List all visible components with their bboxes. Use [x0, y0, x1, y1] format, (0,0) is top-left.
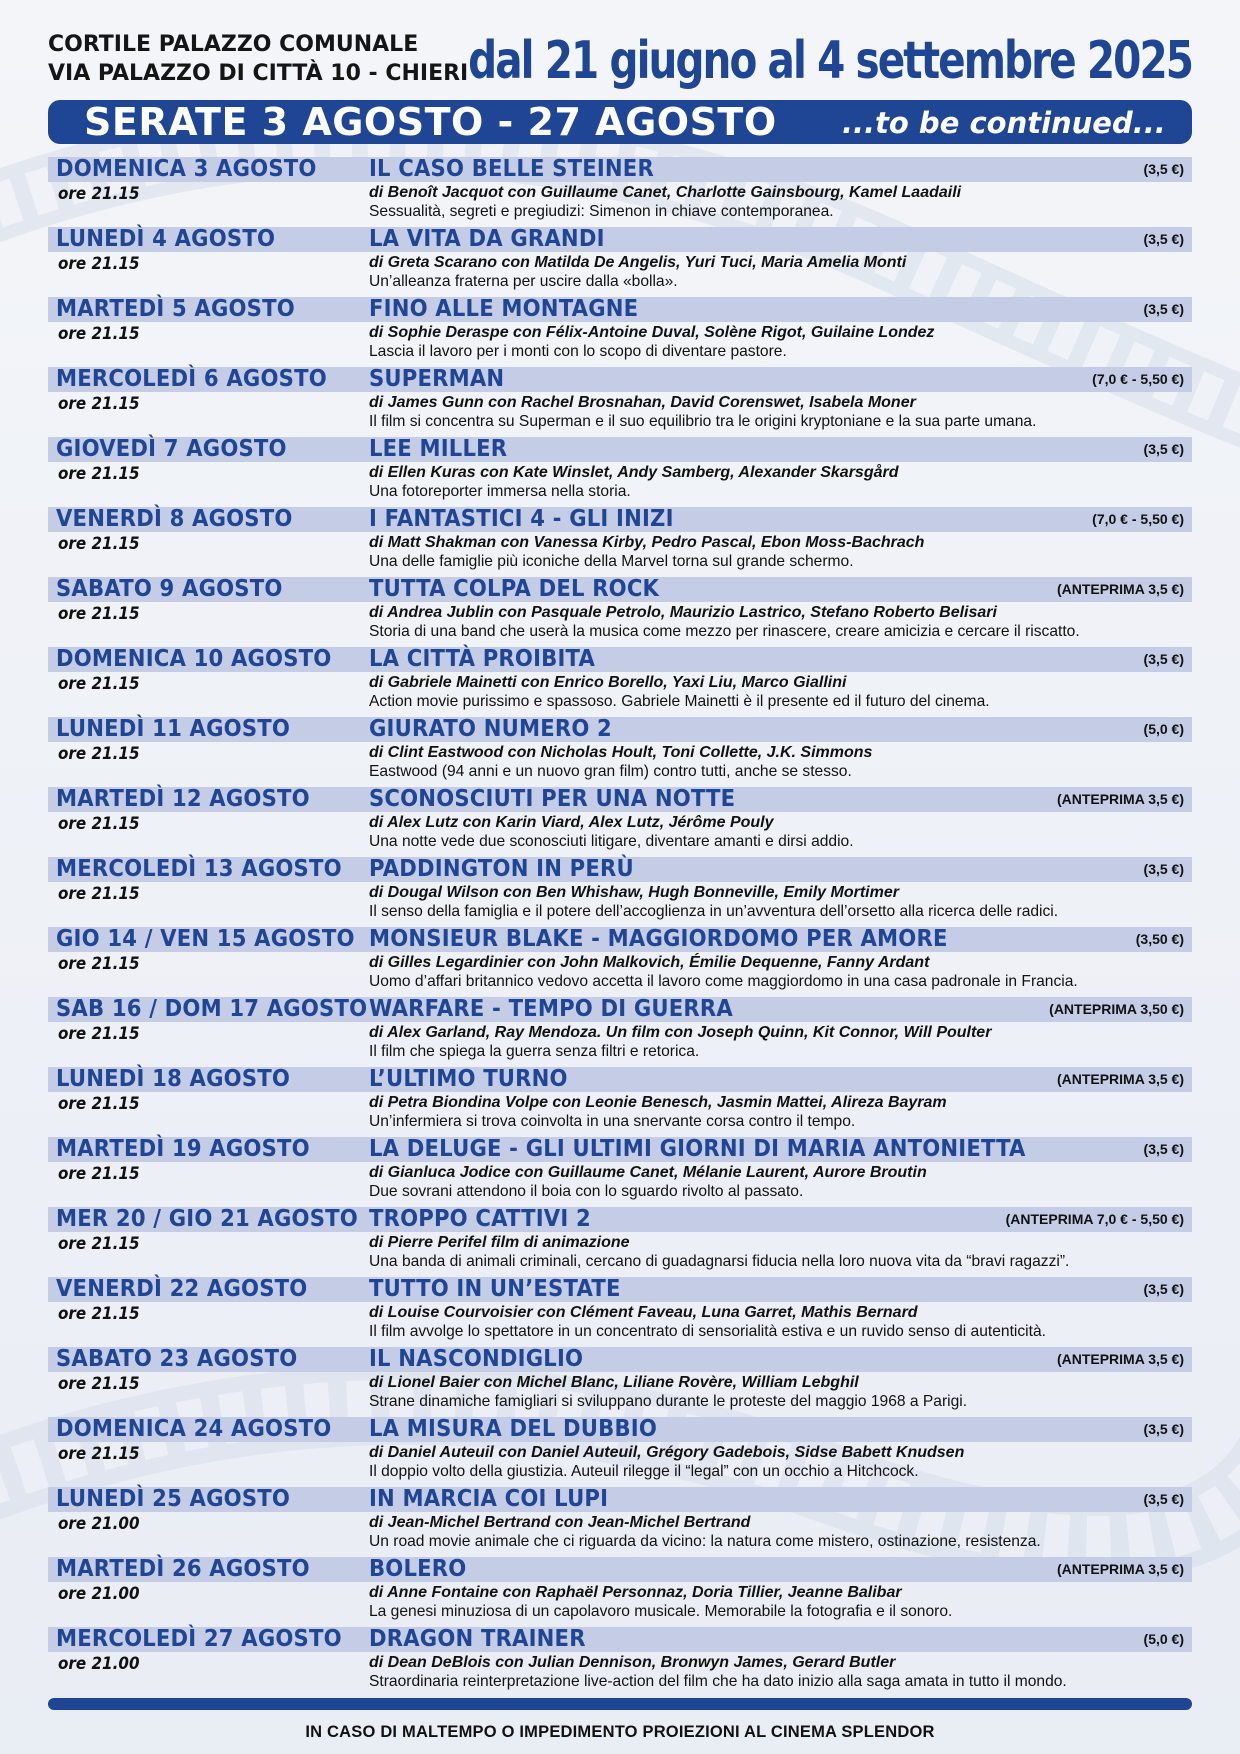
- screening-time: ore 21.15: [58, 464, 140, 483]
- ticket-price: (3,5 €): [1143, 861, 1184, 877]
- screening-entry: [48, 1627, 1192, 1697]
- screening-day: MARTEDÌ 5 AGOSTO: [56, 296, 295, 322]
- screening-time: ore 21.15: [58, 1374, 140, 1393]
- film-title: LEE MILLER: [369, 436, 508, 462]
- film-description: Sessualità, segreti e pregiudizi: Simenon in chiave contemporanea.: [369, 203, 834, 220]
- screening-time: ore 21.15: [58, 324, 140, 343]
- screening-entry: [48, 647, 1192, 717]
- weather-notice: IN CASO DI MALTEMPO O IMPEDIMENTO PROIEZIONI AL CINEMA SPLENDOR: [305, 1723, 935, 1741]
- ticket-price: (5,0 €): [1143, 1631, 1184, 1647]
- film-credits: di Clint Eastwood con Nicholas Hoult, Toni Collette, J.K. Simmons: [369, 744, 873, 761]
- film-title: IN MARCIA COI LUPI: [369, 1486, 609, 1512]
- film-credits: di Alex Garland, Ray Mendoza. Un film con Joseph Quinn, Kit Connor, Will Poulter: [369, 1024, 992, 1041]
- banner-subtitle: ...to be continued...: [842, 106, 1166, 140]
- film-credits: di Anne Fontaine con Raphaël Personnaz, Doria Tillier, Jeanne Balibar: [369, 1584, 902, 1601]
- film-credits: di Alex Lutz con Karin Viard, Alex Lutz, Jérôme Pouly: [369, 814, 774, 831]
- film-credits: di Benoît Jacquot con Guillaume Canet, Charlotte Gainsbourg, Kamel Laadaili: [369, 184, 962, 201]
- film-title: PADDINGTON IN PERÙ: [369, 856, 634, 882]
- film-title: TROPPO CATTIVI 2: [369, 1206, 591, 1232]
- film-description: Action movie purissimo e spassoso. Gabriele Mainetti è il presente ed il futuro del cinema.: [369, 693, 990, 710]
- ticket-price: (ANTEPRIMA 3,5 €): [1056, 1071, 1184, 1087]
- film-description: Il film che spiega la guerra senza filtri e retorica.: [369, 1043, 700, 1060]
- film-description: Una delle famiglie più iconiche della Marvel torna sul grande schermo.: [369, 553, 854, 570]
- screening-time: ore 21.15: [58, 394, 140, 413]
- screening-time: ore 21.15: [58, 534, 140, 553]
- film-description: Una fotoreporter immersa nella storia.: [369, 483, 631, 500]
- screening-time: ore 21.15: [58, 184, 140, 203]
- screening-day: SABATO 23 AGOSTO: [56, 1346, 298, 1372]
- screening-entry: [48, 1067, 1192, 1137]
- film-description: Strane dinamiche famigliari si sviluppano durante le proteste del maggio 1968 a Parigi.: [369, 1393, 968, 1410]
- screening-day: LUNEDÌ 4 AGOSTO: [56, 226, 276, 252]
- film-credits: di Jean-Michel Bertrand con Jean-Michel Bertrand: [369, 1514, 751, 1531]
- screening-time: ore 21.15: [58, 954, 140, 973]
- film-description: Una banda di animali criminali, cercano di guadagnarsi fiducia nella loro nuova vita da “bravi ragazzi”.: [369, 1253, 1070, 1270]
- screening-day: VENERDÌ 22 AGOSTO: [56, 1276, 308, 1302]
- screening-time: ore 21.15: [58, 884, 140, 903]
- film-description: Due sovrani attendono il boia con lo sguardo rivolto al passato.: [369, 1183, 804, 1200]
- film-credits: di Greta Scarano con Matilda De Angelis, Yuri Tuci, Maria Amelia Monti: [369, 254, 907, 271]
- film-title: FINO ALLE MONTAGNE: [369, 296, 639, 322]
- screening-day: MERCOLEDÌ 13 AGOSTO: [56, 856, 342, 882]
- ticket-price: (3,5 €): [1143, 161, 1184, 177]
- film-credits: di Matt Shakman con Vanessa Kirby, Pedro Pascal, Ebon Moss-Bachrach: [369, 534, 925, 551]
- film-title: TUTTO IN UN’ESTATE: [369, 1276, 621, 1302]
- film-title: SUPERMAN: [369, 366, 505, 392]
- season-dates: dal 21 giugno al 4 settembre 2025: [468, 31, 1192, 91]
- ticket-price: (ANTEPRIMA 3,5 €): [1056, 791, 1184, 807]
- film-credits: di Dean DeBlois con Julian Dennison, Bronwyn James, Gerard Butler: [369, 1654, 896, 1671]
- screening-time: ore 21.15: [58, 814, 140, 833]
- screening-entry: [48, 157, 1192, 227]
- film-title: DRAGON TRAINER: [369, 1626, 586, 1652]
- screening-entry: [48, 367, 1192, 437]
- screening-day: GIO 14 / VEN 15 AGOSTO: [56, 926, 355, 952]
- screening-time: ore 21.15: [58, 604, 140, 623]
- ticket-price: (ANTEPRIMA 3,5 €): [1056, 1561, 1184, 1577]
- ticket-price: (3,5 €): [1143, 441, 1184, 457]
- film-credits: di Louise Courvoisier con Clément Faveau, Luna Garret, Mathis Bernard: [369, 1304, 918, 1321]
- film-title: TUTTA COLPA DEL ROCK: [369, 576, 660, 602]
- screening-schedule: [48, 157, 1192, 1697]
- screening-day: MARTEDÌ 12 AGOSTO: [56, 786, 310, 812]
- screening-time: ore 21.00: [58, 1514, 140, 1533]
- screening-entry: [48, 997, 1192, 1067]
- screening-entry: [48, 857, 1192, 927]
- screening-time: ore 21.15: [58, 254, 140, 273]
- bottom-divider: [48, 1698, 1192, 1710]
- film-title: IL CASO BELLE STEINER: [369, 156, 654, 182]
- film-description: Un’infermiera si trova coinvolta in una snervante corsa contro il tempo.: [369, 1113, 856, 1130]
- ticket-price: (3,5 €): [1143, 1491, 1184, 1507]
- ticket-price: (7,0 € - 5,50 €): [1092, 511, 1184, 527]
- banner-title: SERATE 3 AGOSTO - 27 AGOSTO: [84, 100, 777, 144]
- film-credits: di Sophie Deraspe con Félix-Antoine Duval, Solène Rigot, Guilaine Londez: [369, 324, 935, 341]
- screening-entry: [48, 1557, 1192, 1627]
- film-credits: di Ellen Kuras con Kate Winslet, Andy Samberg, Alexander Skarsgård: [369, 464, 899, 481]
- screening-entry: [48, 577, 1192, 647]
- film-description: Un road movie animale che ci riguarda da vicino: la natura come mistero, ostinazione, resistenza.: [369, 1533, 1041, 1550]
- film-description: Una notte vede due sconosciuti litigare, diventare amanti e dirsi addio.: [369, 833, 854, 850]
- screening-day: VENERDÌ 8 AGOSTO: [56, 506, 293, 532]
- film-description: Il film avvolge lo spettatore in un concentrato di sensorialità estiva e un ruvido senso di autenticità.: [369, 1323, 1046, 1340]
- screening-entry: [48, 1137, 1192, 1207]
- film-title: LA CITTÀ PROIBITA: [369, 646, 596, 672]
- screening-time: ore 21.15: [58, 1304, 140, 1323]
- film-title: IL NASCONDIGLIO: [369, 1346, 584, 1372]
- ticket-price: (3,5 €): [1143, 301, 1184, 317]
- film-description: Storia di una band che userà la musica come mezzo per rinascere, creare amicizia e cercare il riscatto.: [369, 623, 1080, 640]
- ticket-price: (ANTEPRIMA 3,5 €): [1056, 581, 1184, 597]
- film-title: SCONOSCIUTI PER UNA NOTTE: [369, 786, 736, 812]
- film-credits: di Gianluca Jodice con Guillaume Canet, Mélanie Laurent, Aurore Broutin: [369, 1164, 927, 1181]
- film-description: Il doppio volto della giustizia. Auteuil rilegge il “legal” con un occhio a Hitchcock.: [369, 1463, 919, 1480]
- screening-entry: [48, 927, 1192, 997]
- film-description: Un’alleanza fraterna per uscire dalla «bolla».: [369, 273, 678, 290]
- film-credits: di Gabriele Mainetti con Enrico Borello, Yaxi Liu, Marco Giallini: [369, 674, 847, 691]
- film-title: BOLERO: [369, 1556, 467, 1582]
- screening-time: ore 21.15: [58, 1094, 140, 1113]
- film-title: LA DELUGE - GLI ULTIMI GIORNI DI MARIA ANTONIETTA: [369, 1136, 1026, 1162]
- screening-entry: [48, 787, 1192, 857]
- film-credits: di Andrea Jublin con Pasquale Petrolo, Maurizio Lastrico, Stefano Roberto Belisari: [369, 604, 997, 621]
- screening-day: GIOVEDÌ 7 AGOSTO: [56, 436, 287, 462]
- screening-time: ore 21.00: [58, 1654, 140, 1673]
- screening-time: ore 21.15: [58, 1024, 140, 1043]
- screening-day: LUNEDÌ 18 AGOSTO: [56, 1066, 291, 1092]
- screening-day: MERCOLEDÌ 6 AGOSTO: [56, 366, 327, 392]
- film-credits: di James Gunn con Rachel Brosnahan, David Corenswet, Isabela Moner: [369, 394, 916, 411]
- film-description: La genesi minuziosa di un capolavoro musicale. Memorabile la fotografia e il sonoro.: [369, 1603, 953, 1620]
- film-credits: di Daniel Auteuil con Daniel Auteuil, Grégory Gadebois, Sidse Babett Knudsen: [369, 1444, 965, 1461]
- screening-time: ore 21.15: [58, 1164, 140, 1183]
- film-description: Straordinaria reinterpretazione live-action del film che ha dato inizio alla saga amata in tutto il mondo.: [369, 1673, 1067, 1690]
- header: [48, 30, 1192, 92]
- film-title: I FANTASTICI 4 - GLI INIZI: [369, 506, 674, 532]
- screening-time: ore 21.15: [58, 1444, 140, 1463]
- screening-day: SAB 16 / DOM 17 AGOSTO: [56, 996, 368, 1022]
- screening-entry: [48, 507, 1192, 577]
- screening-entry: [48, 717, 1192, 787]
- screening-entry: [48, 1207, 1192, 1277]
- film-title: MONSIEUR BLAKE - MAGGIORDOMO PER AMORE: [369, 926, 948, 952]
- ticket-price: (5,0 €): [1143, 721, 1184, 737]
- film-description: Eastwood (94 anni e un nuovo gran film) contro tutti, anche se stesso.: [369, 763, 852, 780]
- ticket-price: (3,5 €): [1143, 1281, 1184, 1297]
- screening-day: MER 20 / GIO 21 AGOSTO: [56, 1206, 358, 1232]
- screening-day: SABATO 9 AGOSTO: [56, 576, 283, 602]
- film-description: Il senso della famiglia e il potere dell’accoglienza in un’avventura dell’orsetto alla ricerca delle radici.: [369, 903, 1059, 920]
- screening-entry: [48, 297, 1192, 367]
- film-credits: di Lionel Baier con Michel Blanc, Liliane Rovère, William Lebghil: [369, 1374, 859, 1391]
- ticket-price: (3,50 €): [1135, 931, 1184, 947]
- film-title: L’ULTIMO TURNO: [369, 1066, 568, 1092]
- screening-day: MARTEDÌ 26 AGOSTO: [56, 1556, 310, 1582]
- film-credits: di Petra Biondina Volpe con Leonie Benesch, Jasmin Mattei, Alireza Bayram: [369, 1094, 947, 1111]
- film-title: LA MISURA DEL DUBBIO: [369, 1416, 658, 1442]
- ticket-price: (3,5 €): [1143, 1421, 1184, 1437]
- ticket-price: (3,5 €): [1143, 231, 1184, 247]
- screening-time: ore 21.15: [58, 1234, 140, 1253]
- ticket-price: (ANTEPRIMA 7,0 € - 5,50 €): [1005, 1211, 1184, 1227]
- screening-entry: [48, 1487, 1192, 1557]
- screening-time: ore 21.15: [58, 744, 140, 763]
- screening-entry: [48, 227, 1192, 297]
- screening-day: LUNEDÌ 11 AGOSTO: [56, 716, 291, 742]
- ticket-price: (ANTEPRIMA 3,50 €): [1049, 1001, 1184, 1017]
- screening-day: LUNEDÌ 25 AGOSTO: [56, 1486, 291, 1512]
- screening-time: ore 21.15: [58, 674, 140, 693]
- ticket-price: (3,5 €): [1143, 651, 1184, 667]
- ticket-price: (7,0 € - 5,50 €): [1092, 371, 1184, 387]
- film-credits: di Gilles Legardinier con John Malkovich, Émilie Dequenne, Fanny Ardant: [369, 954, 930, 971]
- screening-entry: [48, 1347, 1192, 1417]
- ticket-price: (ANTEPRIMA 3,5 €): [1056, 1351, 1184, 1367]
- screening-day: DOMENICA 24 AGOSTO: [56, 1416, 332, 1442]
- screening-day: DOMENICA 10 AGOSTO: [56, 646, 332, 672]
- period-banner: [48, 100, 1192, 144]
- film-title: GIURATO NUMERO 2: [369, 716, 612, 742]
- venue-block: [48, 30, 468, 88]
- screening-time: ore 21.00: [58, 1584, 140, 1603]
- screening-day: DOMENICA 3 AGOSTO: [56, 156, 317, 182]
- screening-entry: [48, 1277, 1192, 1347]
- ticket-price: (3,5 €): [1143, 1141, 1184, 1157]
- venue-line-1: CORTILE PALAZZO COMUNALE: [48, 32, 419, 57]
- film-description: Uomo d’affari britannico vedovo accetta il lavoro come maggiordomo in una casa padronale in Francia.: [369, 973, 1078, 990]
- film-credits: di Dougal Wilson con Ben Whishaw, Hugh Bonneville, Emily Mortimer: [369, 884, 899, 901]
- screening-day: MERCOLEDÌ 27 AGOSTO: [56, 1626, 342, 1652]
- film-title: LA VITA DA GRANDI: [369, 226, 605, 252]
- screening-entry: [48, 437, 1192, 507]
- film-description: Lascia il lavoro per i monti con lo scopo di diventare pastore.: [369, 343, 787, 360]
- screening-day: MARTEDÌ 19 AGOSTO: [56, 1136, 310, 1162]
- film-credits: di Pierre Perifel film di animazione: [369, 1234, 630, 1251]
- screening-entry: [48, 1417, 1192, 1487]
- film-description: Il film si concentra su Superman e il suo equilibrio tra le origini kryptoniane e la sua parte umana.: [369, 413, 1037, 430]
- film-title: WARFARE - TEMPO DI GUERRA: [369, 996, 733, 1022]
- venue-line-2: VIA PALAZZO DI CITTÀ 10 - CHIERI: [48, 61, 469, 86]
